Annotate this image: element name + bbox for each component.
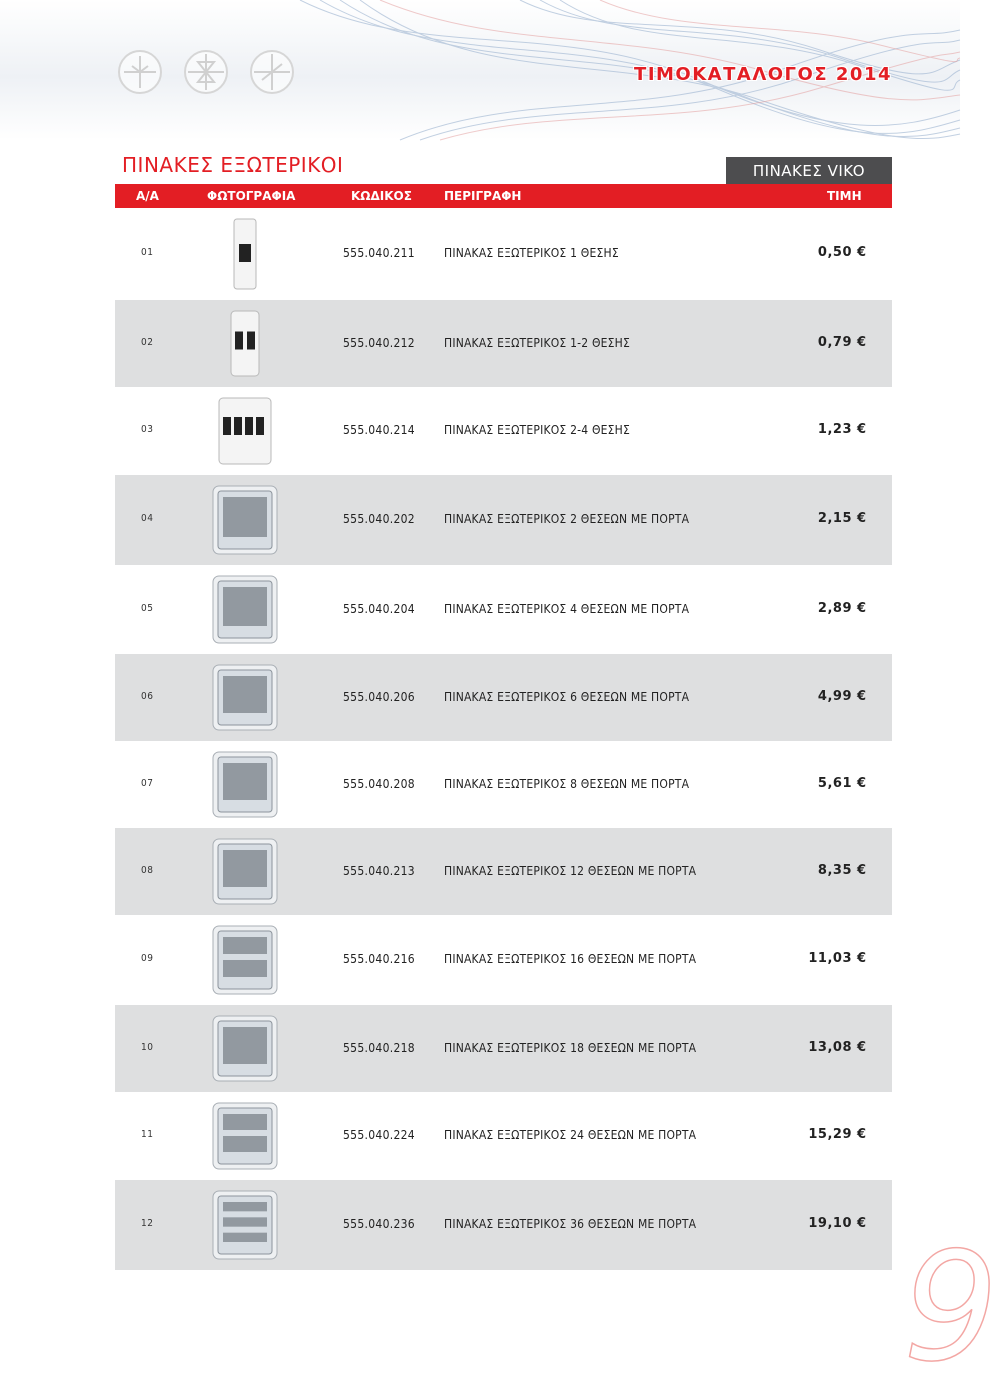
row-number: 09 bbox=[141, 953, 154, 964]
row-number: 07 bbox=[141, 778, 154, 789]
product-code: 555.040.212 bbox=[343, 336, 415, 350]
product-code: 555.040.214 bbox=[343, 423, 415, 437]
product-price: 1,23 bbox=[817, 422, 852, 437]
product-price: 5,61 bbox=[817, 776, 852, 791]
product-description: ΠΙΝΑΚΑΣ ΕΞΩΤΕΡΙΚΟΣ 12 ΘΕΣΕΩΝ ΜΕ ΠΟΡΤΑ bbox=[444, 864, 697, 878]
product-image bbox=[205, 482, 285, 562]
product-price: 19,10 bbox=[808, 1216, 852, 1231]
product-description: ΠΙΝΑΚΑΣ ΕΞΩΤΕΡΙΚΟΣ 36 ΘΕΣΕΩΝ ΜΕ ΠΟΡΤΑ bbox=[444, 1217, 697, 1231]
table-row bbox=[115, 741, 892, 828]
euro-symbol: € bbox=[856, 245, 866, 260]
page-number: 9 bbox=[903, 1221, 998, 1395]
table-row bbox=[115, 300, 892, 387]
table-row bbox=[115, 475, 892, 565]
product-price: 0,50 bbox=[817, 245, 852, 260]
row-number: 08 bbox=[141, 865, 154, 876]
column-header-description: ΠΕΡΙΓΡΑΦΗ bbox=[444, 189, 522, 203]
euro-symbol: € bbox=[856, 422, 866, 437]
product-description: ΠΙΝΑΚΑΣ ΕΞΩΤΕΡΙΚΟΣ 2-4 ΘΕΣΗΣ bbox=[444, 423, 631, 437]
product-table bbox=[115, 208, 892, 1270]
product-description: ΠΙΝΑΚΑΣ ΕΞΩΤΕΡΙΚΟΣ 6 ΘΕΣΕΩΝ ΜΕ ΠΟΡΤΑ bbox=[444, 690, 690, 704]
product-price: 13,08 bbox=[808, 1040, 852, 1055]
table-row bbox=[115, 1005, 892, 1092]
product-price: 4,99 bbox=[817, 689, 852, 704]
product-description: ΠΙΝΑΚΑΣ ΕΞΩΤΕΡΙΚΟΣ 16 ΘΕΣΕΩΝ ΜΕ ΠΟΡΤΑ bbox=[444, 952, 697, 966]
product-price: 15,29 bbox=[808, 1127, 852, 1142]
product-description: ΠΙΝΑΚΑΣ ΕΞΩΤΕΡΙΚΟΣ 2 ΘΕΣΕΩΝ ΜΕ ΠΟΡΤΑ bbox=[444, 512, 690, 526]
column-header-aa: Α/Α bbox=[136, 189, 159, 203]
row-number: 11 bbox=[141, 1129, 154, 1140]
product-image bbox=[205, 661, 285, 738]
row-number: 10 bbox=[141, 1042, 154, 1053]
table-row bbox=[115, 1092, 892, 1180]
product-code: 555.040.206 bbox=[343, 690, 415, 704]
table-row bbox=[115, 828, 892, 915]
product-price: 0,79 bbox=[817, 335, 852, 350]
table-header bbox=[115, 184, 892, 208]
product-image bbox=[205, 1012, 285, 1089]
column-header-photo: ΦΩΤΟΓΡΑΦΙΑ bbox=[207, 189, 296, 203]
euro-symbol: € bbox=[856, 951, 866, 966]
table-row bbox=[115, 1180, 892, 1270]
circle-meter-icon bbox=[250, 50, 294, 94]
row-number: 04 bbox=[141, 513, 154, 524]
euro-symbol: € bbox=[856, 1216, 866, 1231]
row-number: 02 bbox=[141, 337, 154, 348]
table-row bbox=[115, 654, 892, 741]
product-code: 555.040.218 bbox=[343, 1041, 415, 1055]
row-number: 12 bbox=[141, 1218, 154, 1229]
row-number: 01 bbox=[141, 247, 154, 258]
euro-symbol: € bbox=[856, 776, 866, 791]
column-header-code: ΚΩΔΙΚΟΣ bbox=[351, 189, 412, 203]
product-image bbox=[205, 307, 285, 384]
product-image bbox=[205, 922, 285, 1002]
product-price: 8,35 bbox=[817, 863, 852, 878]
product-price: 2,89 bbox=[817, 601, 852, 616]
product-description: ΠΙΝΑΚΑΣ ΕΞΩΤΕΡΙΚΟΣ 24 ΘΕΣΕΩΝ ΜΕ ΠΟΡΤΑ bbox=[444, 1128, 697, 1142]
product-code: 555.040.213 bbox=[343, 864, 415, 878]
product-description: ΠΙΝΑΚΑΣ ΕΞΩΤΕΡΙΚΟΣ 1 ΘΕΣΗΣ bbox=[444, 246, 619, 260]
row-number: 03 bbox=[141, 424, 154, 435]
product-image bbox=[205, 1187, 285, 1267]
product-description: ΠΙΝΑΚΑΣ ΕΞΩΤΕΡΙΚΟΣ 8 ΘΕΣΕΩΝ ΜΕ ΠΟΡΤΑ bbox=[444, 777, 690, 791]
product-image bbox=[205, 748, 285, 825]
product-code: 555.040.211 bbox=[343, 246, 415, 260]
product-code: 555.040.236 bbox=[343, 1217, 415, 1231]
section-title: ΠΙΝΑΚΕΣ ΕΞΩΤΕΡΙΚΟΙ bbox=[122, 153, 344, 177]
table-row bbox=[115, 208, 892, 300]
row-number: 05 bbox=[141, 603, 154, 614]
table-row bbox=[115, 915, 892, 1005]
product-description: ΠΙΝΑΚΑΣ ΕΞΩΤΕΡΙΚΟΣ 18 ΘΕΣΕΩΝ ΜΕ ΠΟΡΤΑ bbox=[444, 1041, 697, 1055]
euro-symbol: € bbox=[856, 511, 866, 526]
product-price: 2,15 bbox=[817, 511, 852, 526]
product-description: ΠΙΝΑΚΑΣ ΕΞΩΤΕΡΙΚΟΣ 1-2 ΘΕΣΗΣ bbox=[444, 336, 631, 350]
euro-symbol: € bbox=[856, 601, 866, 616]
brand-tab: ΠΙΝΑΚΕΣ VIKO bbox=[726, 157, 892, 184]
product-image bbox=[205, 835, 285, 912]
euro-symbol: € bbox=[856, 1127, 866, 1142]
header-icons bbox=[118, 50, 294, 94]
product-image bbox=[205, 572, 285, 651]
euro-symbol: € bbox=[856, 335, 866, 350]
product-code: 555.040.204 bbox=[343, 602, 415, 616]
product-description: ΠΙΝΑΚΑΣ ΕΞΩΤΕΡΙΚΟΣ 4 ΘΕΣΕΩΝ ΜΕ ΠΟΡΤΑ bbox=[444, 602, 690, 616]
euro-symbol: € bbox=[856, 863, 866, 878]
product-image bbox=[205, 215, 285, 297]
circle-symbol-icon bbox=[118, 50, 162, 94]
euro-symbol: € bbox=[856, 689, 866, 704]
product-code: 555.040.224 bbox=[343, 1128, 415, 1142]
table-row bbox=[115, 387, 892, 475]
column-header-price: ΤΙΜΗ bbox=[827, 189, 862, 203]
row-number: 06 bbox=[141, 691, 154, 702]
product-price: 11,03 bbox=[808, 951, 852, 966]
product-code: 555.040.202 bbox=[343, 512, 415, 526]
product-image bbox=[205, 1099, 285, 1177]
euro-symbol: € bbox=[856, 1040, 866, 1055]
header-band bbox=[0, 0, 960, 140]
circle-hourglass-icon bbox=[184, 50, 228, 94]
table-row bbox=[115, 565, 892, 654]
catalog-title: ΤΙΜΟΚΑΤΑΛΟΓΟΣ 2014 bbox=[634, 64, 892, 85]
product-code: 555.040.208 bbox=[343, 777, 415, 791]
product-image bbox=[205, 394, 285, 472]
product-code: 555.040.216 bbox=[343, 952, 415, 966]
